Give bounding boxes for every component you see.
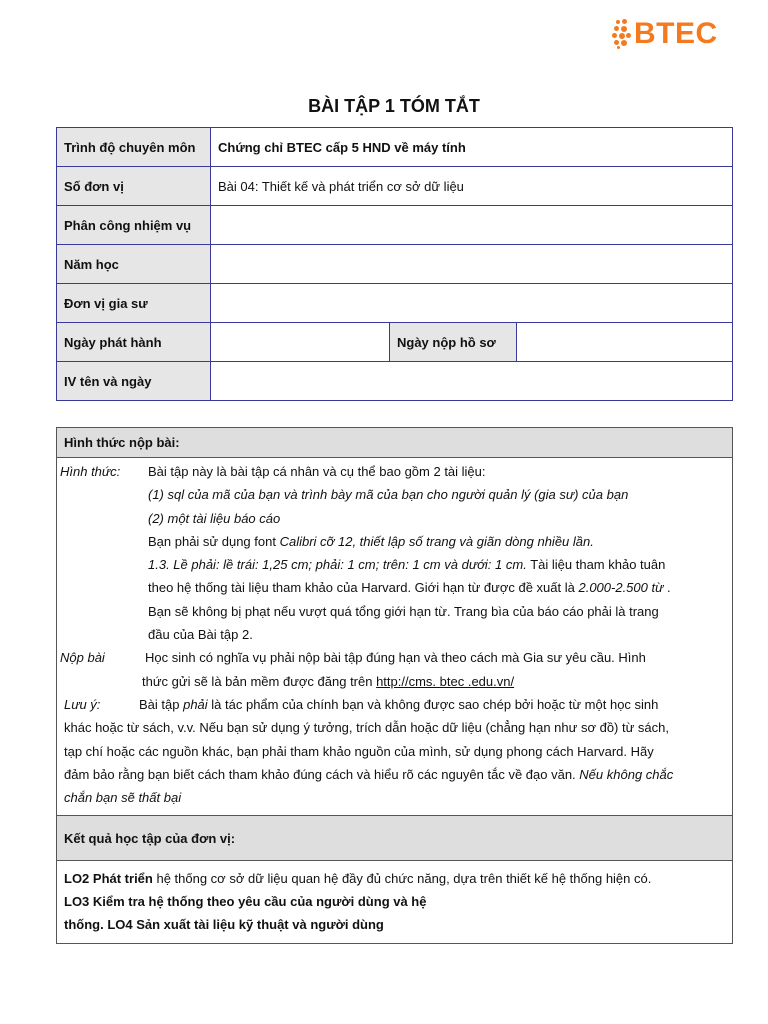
table-row [57,167,733,206]
page-title: BÀI TẬP 1 TÓM TẮT [308,96,480,116]
lo3-text: LO3 Kiểm tra hệ thống theo yêu cầu của người dùng và hệ [64,894,427,910]
note-line-3: tạp chí hoặc các nguồn khác, bạn phải tham khảo nguồn của mình, sử dụng phong cách Harvard. Hãy [64,743,654,759]
note-line-4: đảm bảo rằng bạn biết cách tham khảo đúng cách và hiểu rõ các nguyên tắc về đạo văn. [64,766,580,782]
logo-text: BTEC [634,17,718,50]
row-value: Chứng chỉ BTEC cấp 5 HND về máy tính [211,128,733,167]
row-label: Đơn vị gia sư [57,284,211,323]
assignment-info-table [56,127,733,401]
table-row [57,323,733,362]
format-item-1: (1) sql của mã của bạn và trình bày mã của bạn cho người quản lý (gia sư) của bạn [148,487,629,503]
table-row [57,245,733,284]
submit-text: Học sinh có nghĩa vụ phải nộp bài tập đúng hạn và theo cách mà Gia sư yêu cầu. Hình [145,650,646,666]
lo4-text: thống. LO4 Sản xuất tài liệu kỹ thuật và người dùng [64,917,384,933]
lo2-label: LO2 Phát triển [64,871,153,887]
submission-details [57,458,732,815]
cover-page-text: đầu của Bài tập 2. [148,627,253,643]
issue-date-value [211,323,390,362]
font-requirement-detail: Calibri cỡ 12, thiết lập số trang và giãn dòng nhiều lần. [279,533,594,549]
row-label: Phân công nhiệm vụ [57,206,211,245]
table-row [57,284,733,323]
note-text-rest: là tác phẩm của chính bạn và không được sao chép bởi hoặc từ một học sinh [207,696,659,712]
iv-label: IV tên và ngày [57,362,211,401]
note-warning-2: chắn bạn sẽ thất bại [64,790,182,806]
row-label: Số đơn vị [57,167,211,206]
table-row [57,206,733,245]
format-label: Hình thức: [60,464,121,479]
table-row [57,362,733,401]
format-item-2: (2) một tài liệu báo cáo [148,510,281,526]
word-limit-end: . [663,580,671,596]
reference-text: Tài liệu tham khảo tuân [526,557,666,573]
row-label: Năm học [57,245,211,284]
submit-text-2: thức gửi sẽ là bản mềm được đăng trên [142,673,377,689]
logo-dots-icon [612,19,632,49]
learning-outcomes [57,861,732,936]
note-warning: Nếu không chắc [579,766,674,782]
margins-requirement: 1.3. Lề phải: lề trái: 1,25 cm; phải: 1 cm; trên: 1 cm và dưới: 1 cm. [148,557,527,573]
row-value [211,245,733,284]
note-emphasis: phải [183,696,208,712]
due-date-value [517,323,733,362]
row-label: Trình độ chuyên môn [57,128,211,167]
submission-box [56,427,733,944]
cms-link[interactable]: http://cms. btec .edu.vn/ [376,673,515,689]
btec-logo [612,16,752,52]
reference-text-2: theo hệ thống tài liệu tham khảo của Harvard. Giới hạn từ được đề xuất là [148,580,579,596]
row-value [211,284,733,323]
outcomes-heading: Kết quả học tập của đơn vị: [57,815,732,861]
word-limit: 2.000-2.500 từ [578,580,664,596]
due-date-label: Ngày nộp hồ sơ [390,323,517,362]
table-row [57,128,733,167]
issue-date-label: Ngày phát hành [57,323,211,362]
note-label: Lưu ý: [64,696,101,712]
iv-value [211,362,733,401]
note-text: Bài tập [139,696,184,712]
submission-heading: Hình thức nộp bài: [57,428,732,458]
row-value [211,206,733,245]
font-requirement: Bạn phải sử dụng font [148,533,280,549]
row-value: Bài 04: Thiết kế và phát triển cơ sở dữ liệu [211,167,733,206]
lo2-text: hệ thống cơ sở dữ liệu quan hệ đầy đủ chức năng, dựa trên thiết kế hệ thống hiện có. [152,871,652,887]
note-line-2: khác hoặc từ sách, v.v. Nếu bạn sử dụng ý tưởng, trích dẫn hoặc dữ liệu (chẳng hạn như sơ đồ) từ sách, [64,720,669,736]
format-intro: Bài tập này là bài tập cá nhân và cụ thể bao gồm 2 tài liệu: [148,464,486,479]
submit-label: Nộp bài [60,650,105,666]
penalty-text: Bạn sẽ không bị phạt nếu vượt quá tổng giới hạn từ. Trang bìa của báo cáo phải là trang [148,603,659,619]
